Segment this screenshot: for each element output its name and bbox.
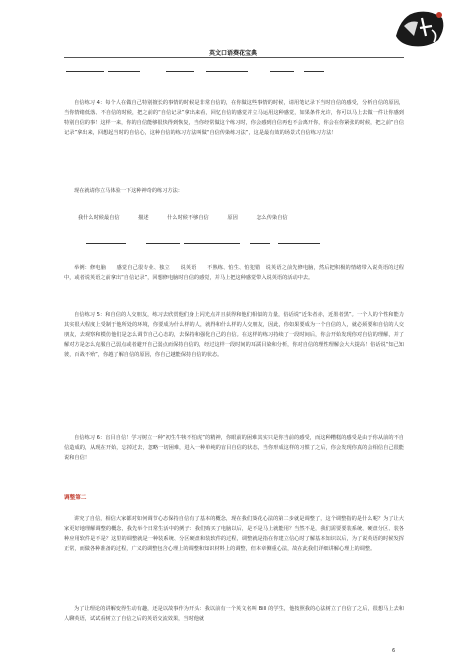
paragraph-practice-6: 自信练习 6：盲目自信！学习树立一种“初生牛犊不怕虎”的精神，你眼前的困难其实只是你当前的感受，而这种糟糕的感受是由于你从前的不自信造成的，从现在开始，忘掉过去，忽略一切困难，进入一种单纯的盲目自信的状态，当你形成这样的习惯了之后，你会发现你真的会相信自己很能说和自信！ (64, 435, 404, 461)
page-number: 6 (392, 648, 396, 654)
paragraph-example: 举例：修电脑 感觉自己很专业、独立 说英语 不熟练、怕生、怕犯错 说英语之前先修电脑，然后把积极的情绪带入说英语的过程中，或者说英语之前拿出“自信记录”，回想修电脑时自信的感觉，并马上把这种感觉带入说英语的活动中去。 (64, 265, 404, 281)
practice-col-reason: 原因 (227, 215, 238, 221)
section-title: 调整第二 (64, 495, 87, 501)
practice-col-describe: 描述 (138, 215, 149, 221)
calligraphy-logo (392, 6, 448, 50)
paragraph-practice-5: 自信练习 5：和自信的人交朋友，练习去欣赏他们身上闪光点并且获得和他们相似的力量，俗话说“近朱者赤，近墨者黑”。一个人的个性和能力其实很大程度上受制于他所处的环境，你要成为什么样的人，就得和什么样的人交朋友，因此，你如果要成为一个自信的人，就必须要和自信的人交朋友，去观察和模仿他们是怎么调节自己心态的，去保持和强化自己的自信。在这样的练习持续了一段时间后，你会开始发现你对自信的理解，并了解对方是怎么克服自己弱点或者避开自己弱点而保持自信的，经过这样一段时间的耳濡目染和分析，你对自信的理性理解会大大提高！俗话说“知己知彼，百战不殆”，你越了解自信的原因，你自己越能保持自信的状态。 (64, 312, 404, 358)
practice-col-spread-confidence: 怎么传染自信 (256, 215, 288, 221)
header-title: 英文口语葵花宝典 (208, 50, 257, 57)
paragraph-story: 为了让理论的讲解变得生动有趣，还是以故事作为开头：我以前有一个英文名叫 Bill 的学生，他按照我的心法树立了自信了之后，很想马上去和人聊英语，试试看树立了自信之后的英语交流效果，当时他就 (64, 606, 404, 622)
paragraph-practice-4: 自信练习 4：每个人在做自己特别擅长的事情的时候是非常自信的，在你做这些事情的时候，请用笔记录下当时自信的感受，分析自信的原因，当你情绪低落、不自信的时候，把之前的“自信记录”拿出来看，回忆自信的感觉并立马运用这种感觉，如果条件允许，你可以马上去做一件让你感到特别自信的事！这样一来，你的自信能够很快得到恢复，当你经常做这个练习时，你会感到自信再也不会离开你，你会在你紧张的时候，把之前“自信记录”拿出来，回想起当时的自信心，这种自信的练习方法叫做“自信传染练习法”，这是最有效的场景式自信练习方法！ (64, 100, 404, 136)
header-rule (64, 57, 404, 58)
practice-col-when-not-confident: 什么时候不够自信 (167, 215, 209, 221)
paragraph-adjustment: 讲究了自信，相信大家都对如何调节心态保持自信有了基本的概念，现在我们葵花心法的第二步就是调整了，这个调整指的是什么呢？为了让大家更好地理解调整的概念，我先举个日常生活中的例子：我们购买了电脑以后，是不是马上就能用？当然不是，我们需要要装系统、硬盘分区、装各种应用软件是不是？这里的调整就是一种装系统、分区硬盘和装软件的过程，调整就是指在你建立信心时了解基本知识以后，为了说英语的时候发挥正常，而做各种准备的过程，广义的调整包含心理上的调整和知识材料上的调整，但本章侧重心法，故在此我们详细讲解心理上的调整。 (64, 516, 404, 552)
practice-row (78, 213, 305, 223)
practice-col-when-confident: 我什么时候最自信 (78, 215, 120, 221)
paragraph-intro-practice: 现在就请你立马体验一下这种神奇的练习方法： (74, 188, 183, 194)
